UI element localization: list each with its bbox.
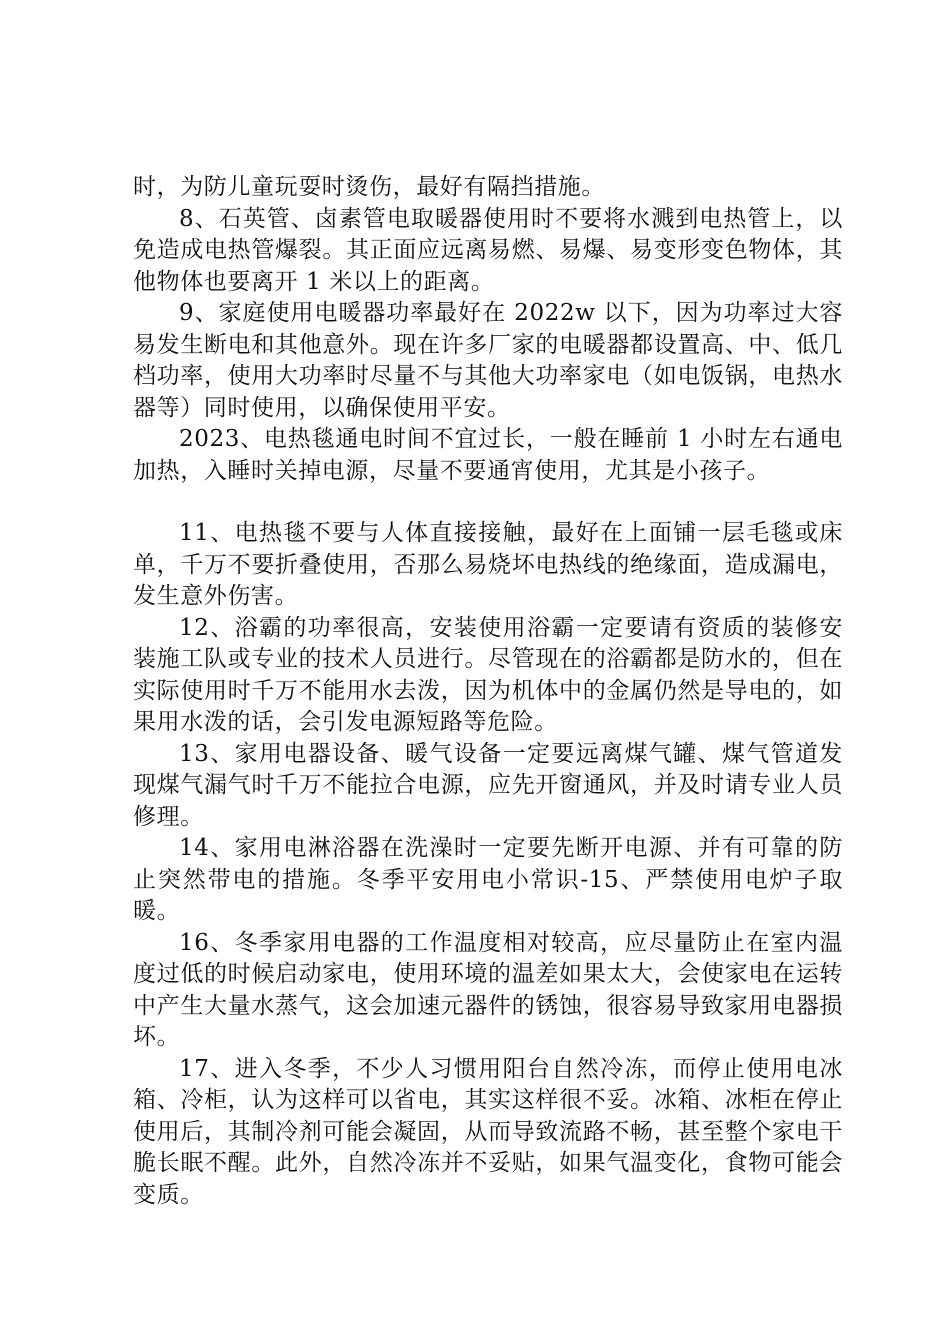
paragraph-continuation: 时，为防儿童玩耍时烫伤，最好有隔挡措施。 [133,174,605,200]
paragraph-item-12: 12、浴霸的功率很高，安装使用浴霸一定要请有资质的装修安装施工队或专业的技术人员进行。尽管现在的浴霸都是防水的，但在实际使用时千万不能用水去泼，因为机体中的金属仍然是导电的，如果用水泼的话，会引发电源短路等危险。 [133,614,843,735]
document-body [133,172,843,1211]
paragraph-item-11: 11、电热毯不要与人体直接接触，最好在上面铺一层毛毯或床单，千万不要折叠使用，否那么易烧坏电热线的绝缘面，造成漏电，发生意外伤害。 [133,520,843,609]
paragraph-item-13: 13、家用电器设备、暖气设备一定要远离煤气罐、煤气管道发现煤气漏气时千万不能拉合电源，应先开窗通风，并及时请专业人员修理。 [133,740,843,830]
paragraph-item-8: 8、石英管、卤素管电取暖器使用时不要将水溅到电热管上，以免造成电热管爆裂。其正面应远离易燃、易爆、易变形变色物体，其他物体也要离开 1 米以上的距离。 [133,205,843,295]
paragraph-item-16: 16、冬季家用电器的工作温度相对较高，应尽量防止在室内温度过低的时候启动家电，使用环境的温差如果太大，会使家电在运转中产生大量水蒸气，这会加速元器件的锈蚀，很容易导致家用电器损坏。 [133,929,843,1050]
paragraph-item-10: 2023、电热毯通电时间不宜过长，一般在睡前 1 小时左右通电加热，入睡时关掉电源，尽量不要通宵使用，尤其是小孩子。 [133,426,843,484]
paragraph-item-9: 9、家庭使用电暖器功率最好在 2022w 以下，因为功率过大容易发生断电和其他意外。现在许多厂家的电暖器都设置高、中、低几档功率，使用大功率时尽量不与其他大功率家电（如电饭锅，电热水器等）同时使用，以确保使用平安。 [133,300,843,421]
paragraph-item-17: 17、进入冬季，不少人习惯用阳台自然冷冻，而停止使用电冰箱、冷柜，认为这样可以省电，其实这样很不妥。冰箱、冰柜在停止使用后，其制冷剂可能会凝固，从而导致流路不畅，甚至整个家电干脆长眠不醒。此外，自然冷冻并不妥贴，如果气温变化，食物可能会变质。 [133,1055,843,1208]
paragraph-item-14-15: 14、家用电淋浴器在洗澡时一定要先断开电源、并有可靠的防止突然带电的措施。冬季平安用电小常识-15、严禁使用电炉子取暖。 [133,835,843,924]
